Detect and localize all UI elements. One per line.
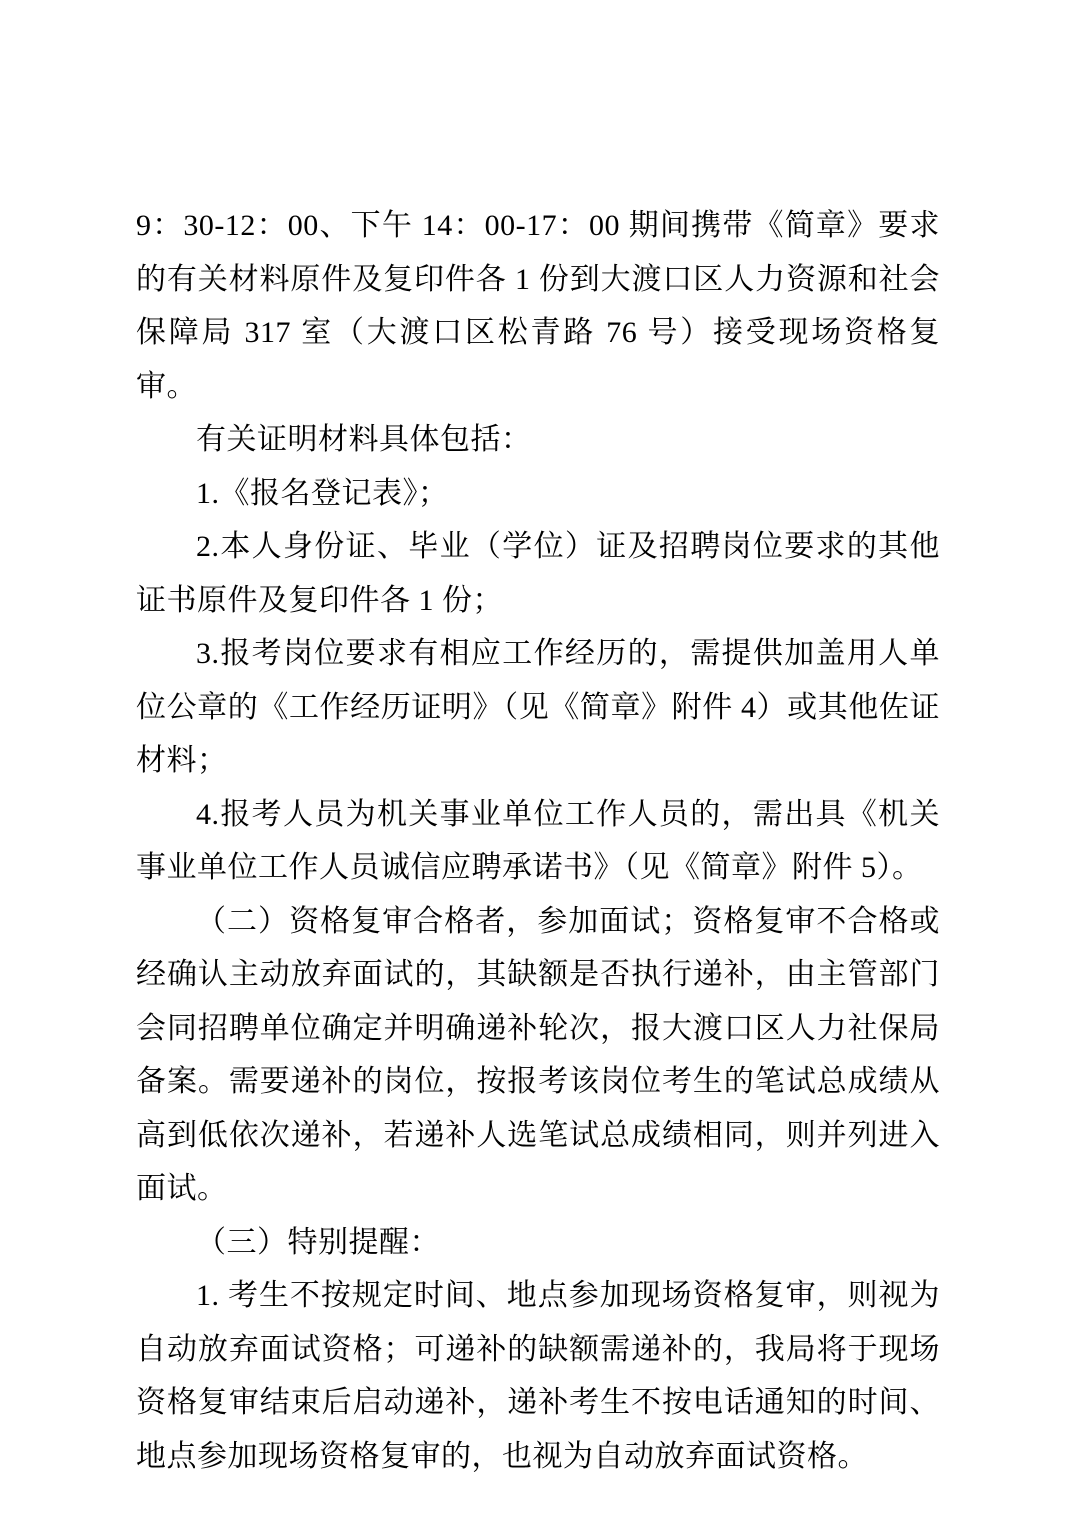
- paragraph: 4.报考人员为机关事业单位工作人员的，需出具《机关事业单位工作人员诚信应聘承诺书》（见《简章》附件 5）。: [136, 797, 940, 884]
- paragraph: （二）资格复审合格者，参加面试；资格复审不合格或经确认主动放弃面试的，其缺额是否执行递补，由主管部门会同招聘单位确定并明确递补轮次，报大渡口区人力社保局备案。需要递补的岗位，按报考该岗位考生的笔试总成绩从高到低依次递补，若递补人选笔试总成绩相同，则并列进入面试。: [136, 904, 940, 1205]
- paragraph: （三）特别提醒：: [196, 1225, 440, 1259]
- paragraph: 有关证明材料具体包括：: [196, 423, 532, 456]
- paragraph: 1. 考生不按规定时间、地点参加现场资格复审，则视为自动放弃面试资格；可递补的缺额需递补的，我局将于现场资格复审结束后启动递补，递补考生不按电话通知的时间、地点参加现场资格复审的，也视为自动放弃面试资格。: [136, 1279, 940, 1473]
- paragraph: 1.《报名登记表》；: [196, 476, 449, 510]
- paragraph: 3.报考岗位要求有相应工作经历的，需提供加盖用人单位公章的《工作经历证明》（见《简章》附件 4）或其他佐证材料；: [136, 637, 940, 777]
- document-body: [136, 199, 940, 1483]
- paragraph: 9：30-12：00、下午 14：00-17：00 期间携带《简章》要求的有关材料原件及复印件各 1 份到大渡口区人力资源和社会保障局 317 室（大渡口区松青路 76 号）接受现场资格复审。: [136, 209, 940, 403]
- paragraph: 2.本人身份证、毕业（学位）证及招聘岗位要求的其他证书原件及复印件各 1 份；: [136, 530, 940, 617]
